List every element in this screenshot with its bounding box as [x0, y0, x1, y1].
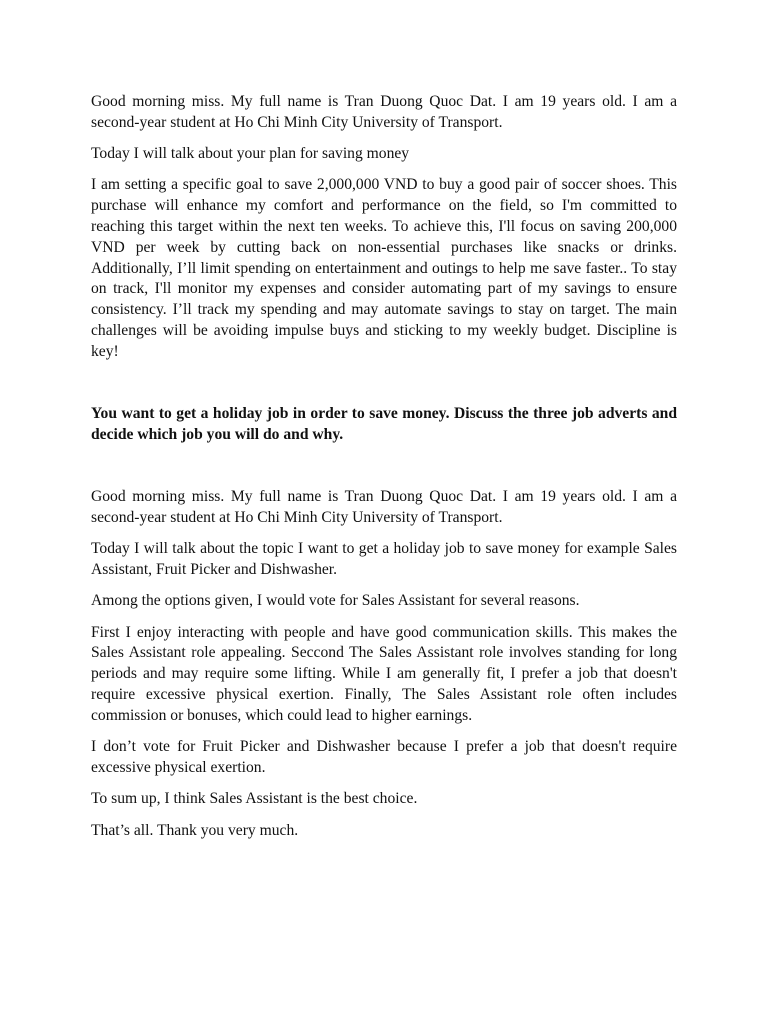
section2-reasons-paragraph: First I enjoy interacting with people and have good communication skills. This makes the Sales Assistant role appealing. Seccond The Sales Assistant role involves standing for long periods and may require some lifting. While I am generally fit, I prefer a job that doesn't require excessive physical exertion. Finally, The Sales Assistant role often includes commission or bonuses, which could lead to higher earnings.	[91, 623, 677, 724]
section2-rejection-paragraph: I don’t vote for Fruit Picker and Dishwasher because I prefer a job that doesn't require excessive physical exertion.	[91, 738, 677, 776]
section1-body-paragraph: I am setting a specific goal to save 2,000,000 VND to buy a good pair of soccer shoes. This purchase will enhance my comfort and performance on the field, so I'm committed to reaching this target within the next ten weeks. To achieve this, I'll focus on saving 200,000 VND per week by cutting back on non-essential purchases like snacks or drinks. Additionally, I’ll limit spending on entertainment and outings to help me save faster.. To stay on track, I'll monitor my expenses and consider automating part of my savings to ensure consistency. I’ll track my spending and may automate savings to stay on target. The main challenges will be avoiding impulse buys and sticking to my weekly budget. Discipline is key!	[91, 176, 677, 360]
section2-choice-paragraph: Among the options given, I would vote for Sales Assistant for several reasons.	[91, 592, 580, 610]
section-spacer	[91, 373, 677, 404]
question-heading: You want to get a holiday job in order to save money. Discuss the three job adverts and decide which job you will do and why.	[91, 405, 677, 443]
section2-topic-paragraph: Today I will talk about the topic I want to get a holiday job to save money for example Sales Assistant, Fruit Picker and Dishwasher.	[91, 540, 677, 579]
section2-closing-paragraph: That’s all. Thank you very much.	[91, 821, 299, 839]
section-spacer	[91, 456, 677, 487]
section1-intro-paragraph: Good morning miss. My full name is Tran Duong Quoc Dat. I am 19 years old. I am a second-year student at Ho Chi Minh City University of Transport.	[91, 93, 677, 131]
document-page	[91, 92, 677, 852]
section2-intro-paragraph: Good morning miss. My full name is Tran Duong Quoc Dat. I am 19 years old. I am a second-year student at Ho Chi Minh City University of Transport.	[91, 488, 677, 526]
section1-topic-paragraph: Today I will talk about your plan for saving money	[91, 145, 410, 163]
section2-conclusion-paragraph: To sum up, I think Sales Assistant is the best choice.	[91, 790, 418, 808]
